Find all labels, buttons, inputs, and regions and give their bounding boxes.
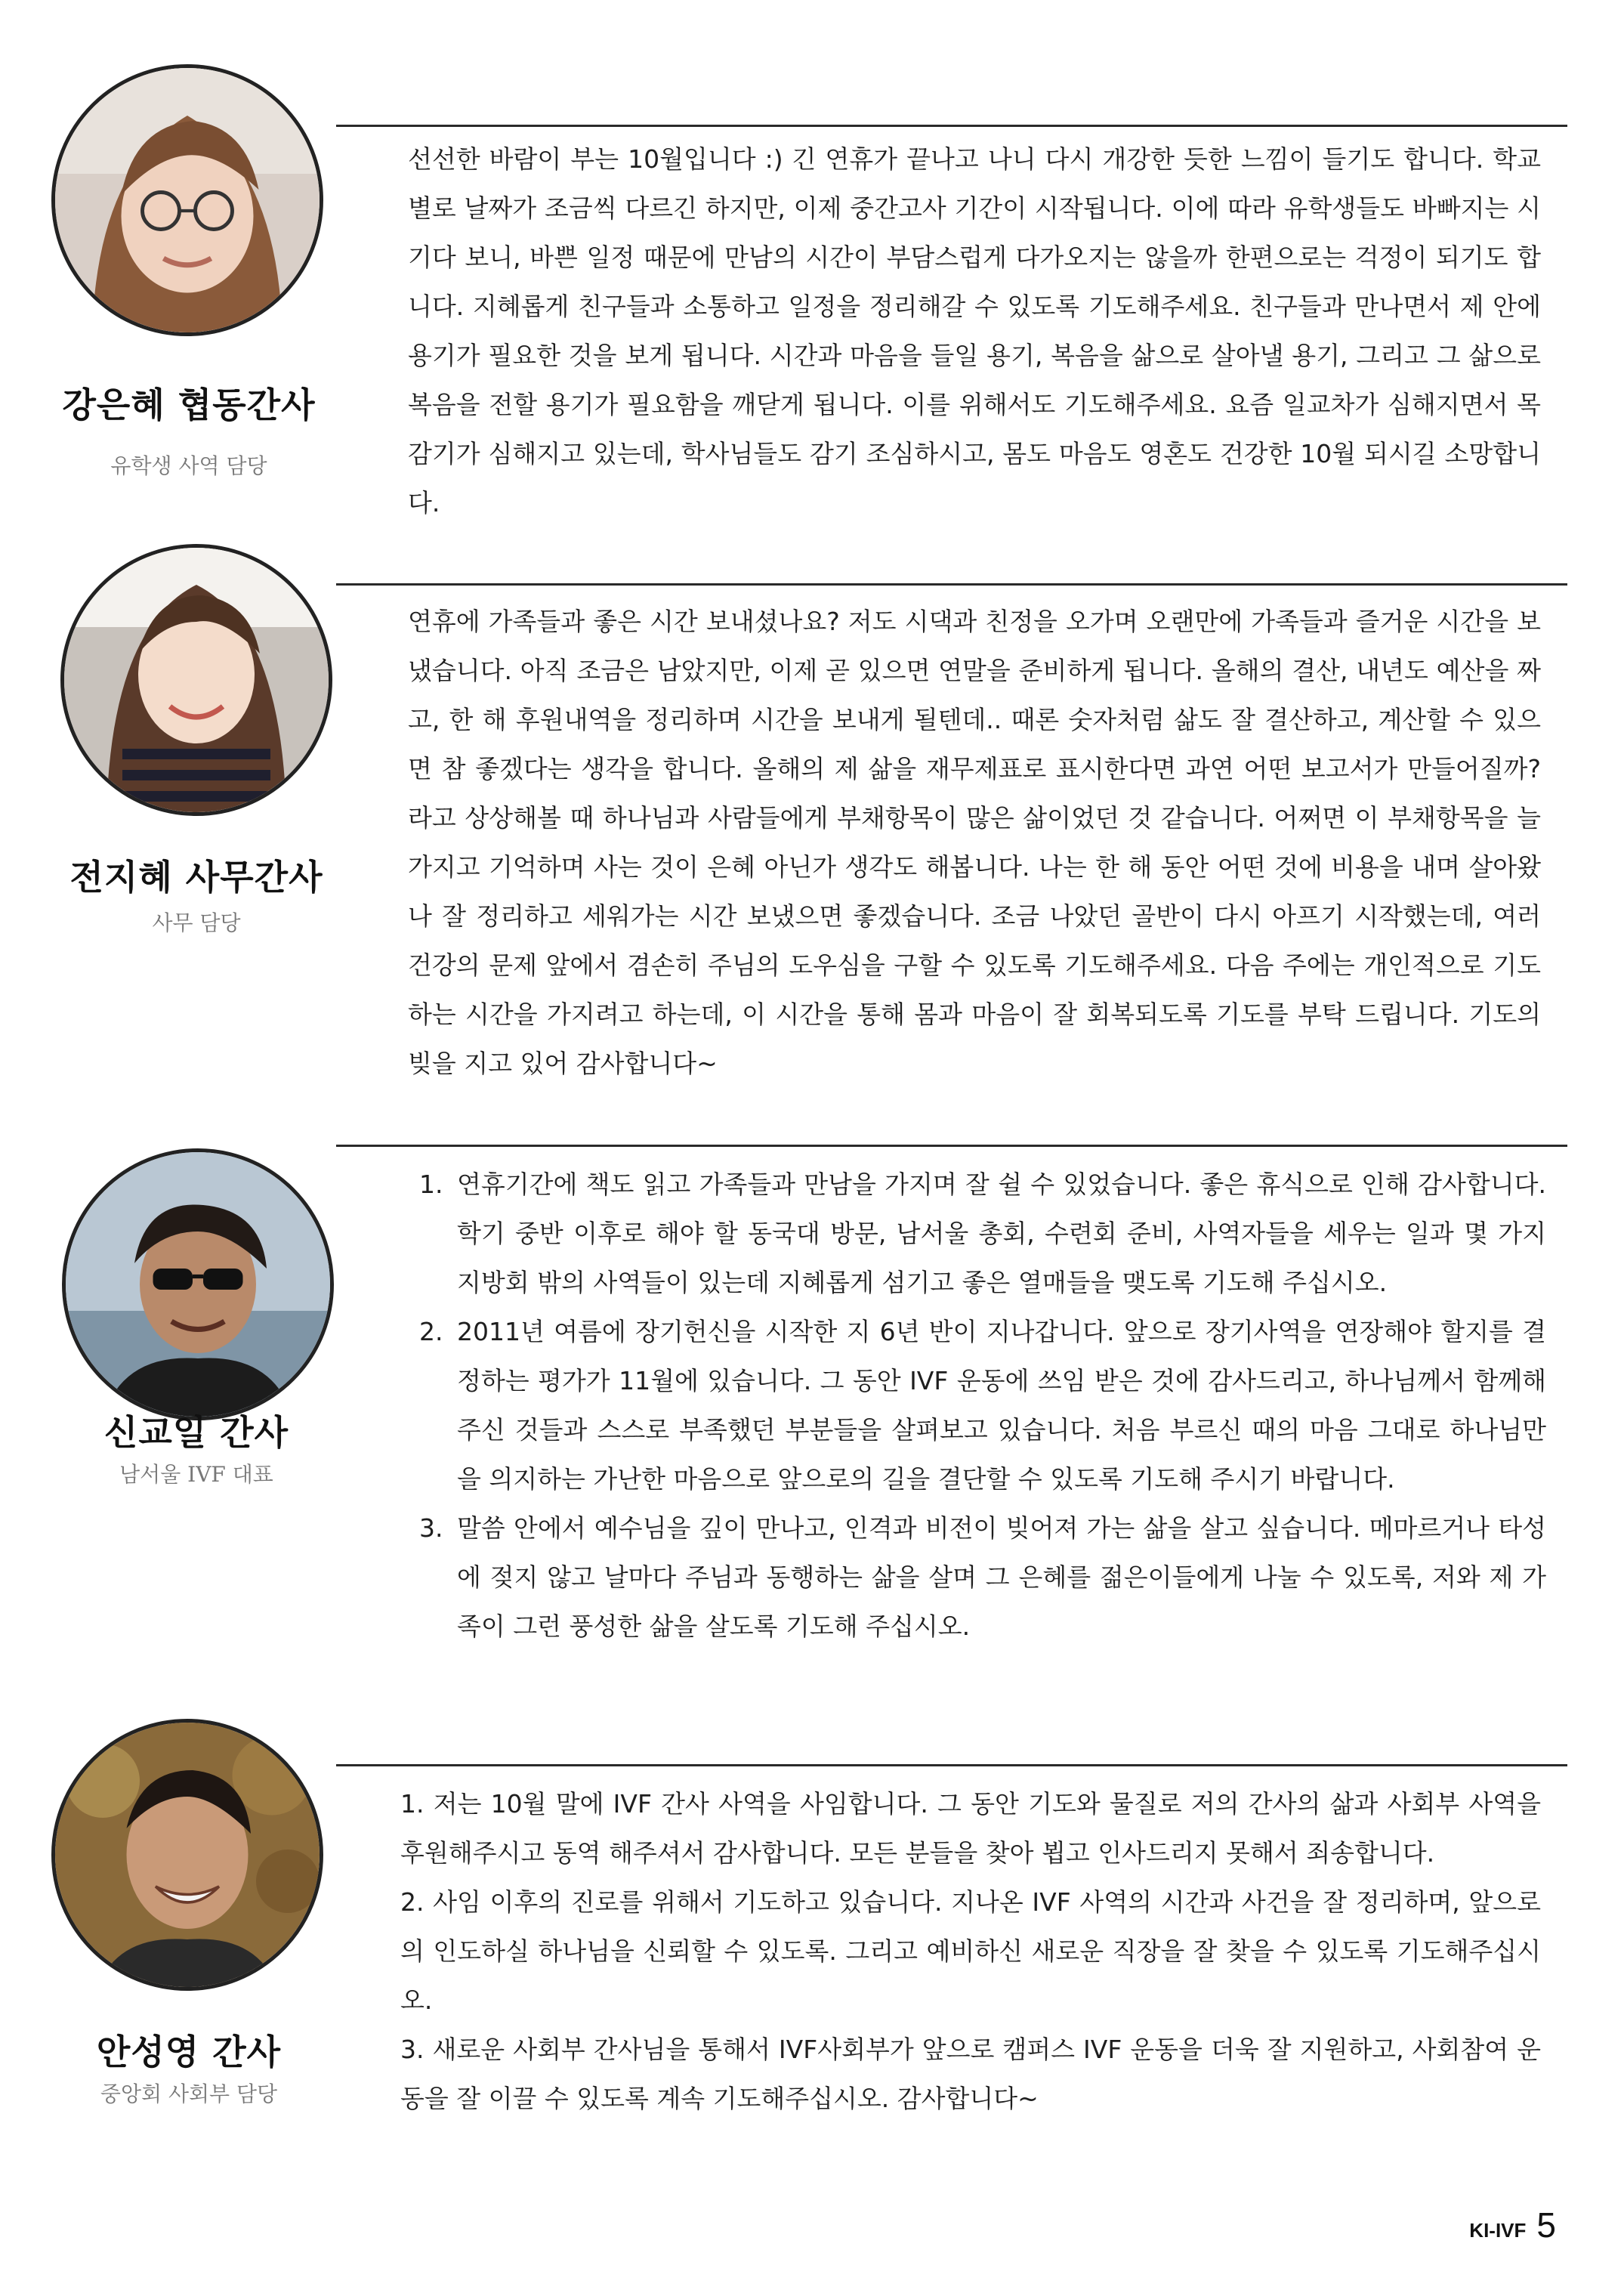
prayer-item: 1. 연휴기간에 책도 읽고 가족들과 만남을 가지며 잘 쉴 수 있었습니다. 좋은 휴식으로 인해 감사합니다. 학기 중반 이후로 해야 할 동국대 방문, 남서울 총회, 수련회 준비, 사역자들을 세우는 일과 몇 가지 지방회 밖의 사역들이 있는데 지혜롭게 섬기고 좋은 열매들을 맺도록 기도해 주십시오. <box>451 1160 1546 1307</box>
message-paragraph: 선선한 바람이 부는 10월입니다 :) 긴 연휴가 끝나고 나니 다시 개강한 듯한 느낌이 들기도 합니다. 학교 별로 날짜가 조금씩 다르긴 하지만, 이제 중간고사 기간이 시작됩니다. 이에 따라 유학생들도 바빠지는 시기다 보니, 바쁜 일정 때문에 만남의 시간이 부담스럽게 다가오지는 않을까 한편으로는 걱정이 되기도 합니다. 지혜롭게 친구들과 소통하고 일정을 정리해갈 수 있도록 기도해주세요. 친구들과 만나면서 제 안에 용기가 필요한 것을 보게 됩니다. 시간과 마음을 들일 용기, 복음을 삶으로 살아낼 용기, 그리고 그 삶으로 복음을 전할 용기가 필요함을 깨닫게 됩니다. 이를 위해서도 기도해주세요. 요즘 일교차가 심해지면서 목감기가 심해지고 있는데, 학사님들도 감기 조심하시고, 몸도 마음도 영혼도 건강한 10월 되시길 소망합니다. <box>408 144 1541 518</box>
staff-message-body <box>400 1779 1541 2123</box>
footer-brand: KI-IVF <box>1469 2219 1527 2242</box>
staff-name: 전지혜 사무간사 <box>69 857 323 898</box>
staff-role: 남서울 IVF 대표 <box>119 1462 273 1487</box>
message-paragraph: 1. 저는 10월 말에 IVF 간사 사역을 사임합니다. 그 동안 기도와 물질로 저의 간사의 삶과 사회부 사역을 후원해주시고 동역 해주셔서 감사합니다. 모든 분들을 찾아 뵙고 인사드리지 못해서 죄송합니다. <box>400 1789 1541 1868</box>
prayer-item: 3. 말씀 안에서 예수님을 깊이 만나고, 인격과 비전이 빚어져 가는 삶을 살고 싶습니다. 메마르거나 타성에 젖지 않고 날마다 주님과 동행하는 삶을 살며 그 은혜를 젊은이들에게 나눌 수 있도록, 저와 제 가족이 그런 풍성한 삶을 살도록 기도해 주십시오. <box>451 1503 1546 1651</box>
message-paragraph: 연휴에 가족들과 좋은 시간 보내셨나요? 저도 시댁과 친정을 오가며 오랜만에 가족들과 즐거운 시간을 보냈습니다. 아직 조금은 남았지만, 이제 곧 있으면 연말을 준비하게 됩니다. 올해의 결산, 내년도 예산을 짜고, 한 해 후원내역을 정리하며 시간을 보내게 될텐데.. 때론 숫자처럼 삶도 잘 결산하고, 계산할 수 있으면 참 좋겠다는 생각을 합니다. 올해의 제 삶을 재무제표로 표시한다면 과연 어떤 보고서가 만들어질까?라고 상상해볼 때 하나님과 사람들에게 부채항목이 많은 삶이었던 것 같습니다. 어쩌면 이 부채항목을 늘 가지고 기억하며 사는 것이 은혜 아닌가 생각도 해봅니다. 나는 한 해 동안 어떤 것에 비용을 내며 살아왔나 잘 정리하고 세워가는 시간 보냈으면 좋겠습니다. 조금 나았던 골반이 다시 아프기 시작했는데, 여러 건강의 문제 앞에서 겸손히 주님의 도우심을 구할 수 있도록 기도해주세요. 다음 주에는 개인적으로 기도하는 시간을 가지려고 하는데, 이 시간을 통해 몸과 마음이 잘 회복되도록 기도를 부탁 드립니다. 기도의 빚을 지고 있어 감사합니다~ <box>408 607 1542 1078</box>
staff-photo-4 <box>51 1719 323 1991</box>
staff-role: 유학생 사역 담당 <box>110 453 267 478</box>
page-footer <box>1469 2205 1556 2245</box>
message-paragraph: 2. 사임 이후의 진로를 위해서 기도하고 있습니다. 지나온 IVF 사역의 시간과 사건을 잘 정리하며, 앞으로의 인도하실 하나님을 신뢰할 수 있도록. 그리고 예비하신 새로운 직장을 잘 찾을 수 있도록 기도해주십시오. <box>400 1887 1541 2015</box>
staff-name: 신교일 간사 <box>103 1412 289 1453</box>
section-divider <box>336 1764 1567 1766</box>
message-paragraph: 3. 새로운 사회부 간사님을 통해서 IVF사회부가 앞으로 캠퍼스 IVF 운동을 더욱 잘 지원하고, 사회참여 운동을 잘 이끌 수 있도록 계속 기도해주십시오. 감사합니다~ <box>400 2035 1541 2113</box>
staff-role: 사무 담당 <box>152 910 241 935</box>
prayer-item: 2. 2011년 여름에 장기헌신을 시작한 지 6년 반이 지나갑니다. 앞으로 장기사역을 연장해야 할지를 결정하는 평가가 11월에 있습니다. 그 동안 IVF 운동에 쓰임 받은 것에 감사드리고, 하나님께서 함께해 주신 것들과 스스로 부족했던 부분들을 살펴보고 있습니다. 처음 부르신 때의 마음 그대로 하나님만을 의지하는 가난한 마음으로 앞으로의 길을 결단할 수 있도록 기도해 주시기 바랍니다. <box>451 1307 1546 1503</box>
staff-name: 강은혜 협동간사 <box>62 385 316 425</box>
staff-role: 중앙회 사회부 담당 <box>100 2081 278 2106</box>
page-number: 5 <box>1536 2205 1556 2245</box>
staff-name: 안성영 간사 <box>96 2032 282 2072</box>
